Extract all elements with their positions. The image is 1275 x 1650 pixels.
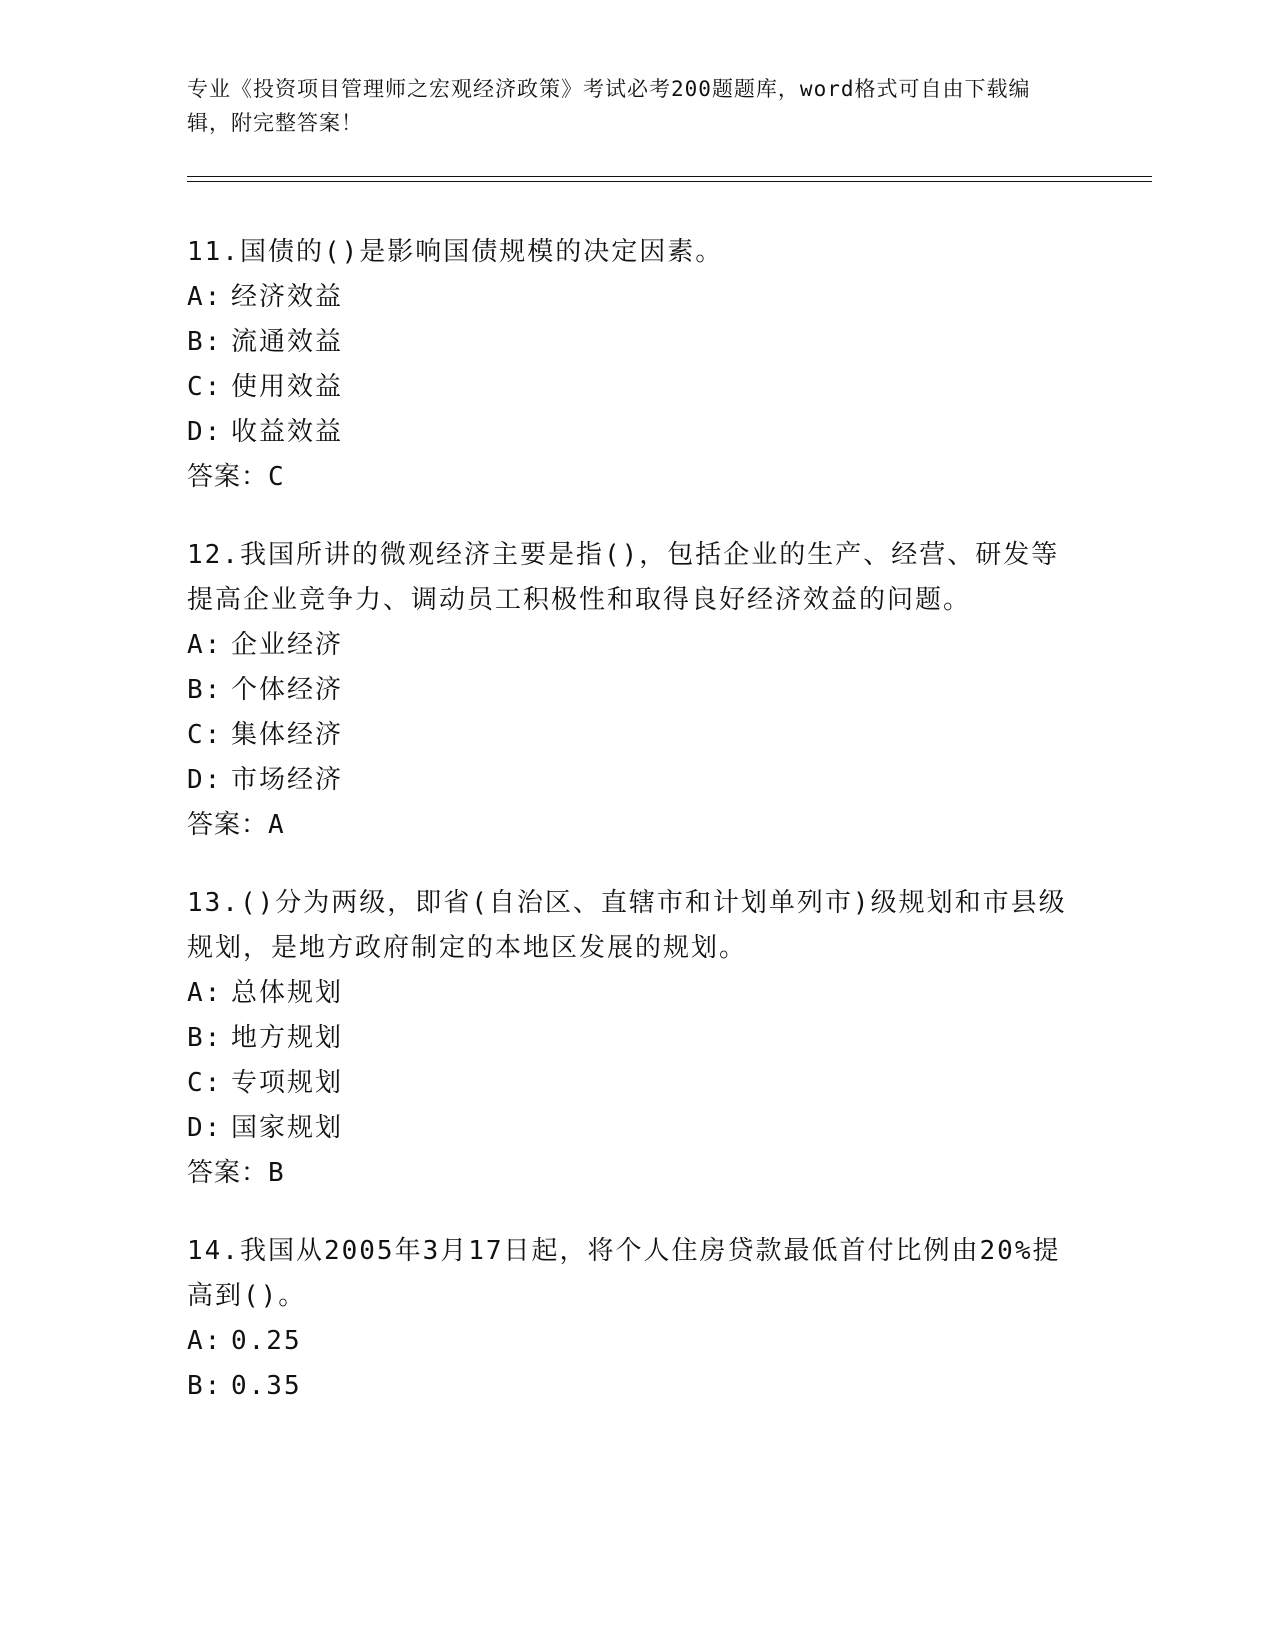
option-text: 总体规划 <box>231 978 344 1008</box>
option-letter: C: <box>187 372 223 402</box>
question-stem: 11.国债的()是影响国债规模的决定因素。 <box>187 237 724 267</box>
question-11 <box>187 230 1077 500</box>
option-text: 市场经济 <box>231 765 344 795</box>
answer-label: 答案： <box>187 462 269 492</box>
question-stem: 13.()分为两级，即省(自治区、直辖市和计划单列市)级规划和市县级规划，是地方政府制定的本地区发展的规划。 <box>187 888 1067 963</box>
option-b <box>187 320 1077 365</box>
option-letter: A: <box>187 978 223 1008</box>
option-letter: C: <box>187 1068 223 1098</box>
option-d <box>187 758 1077 803</box>
answer-value: C <box>268 462 285 492</box>
option-text: 流通效益 <box>231 327 344 357</box>
option-text: 0.35 <box>231 1371 302 1401</box>
document-header: 专业《投资项目管理师之宏观经济政策》考试必考200题题库，word格式可自由下载编辑，附完整答案！ <box>187 77 1031 135</box>
option-letter: A: <box>187 1326 223 1356</box>
question-stem: 12.我国所讲的微观经济主要是指()，包括企业的生产、经营、研发等提高企业竞争力、调动员工积极性和取得良好经济效益的问题。 <box>187 540 1060 615</box>
option-a <box>187 275 1077 320</box>
answer-label: 答案： <box>187 1158 269 1188</box>
question-list <box>187 230 1077 1442</box>
question-14 <box>187 1229 1077 1409</box>
option-b <box>187 668 1077 713</box>
option-c <box>187 365 1077 410</box>
option-b <box>187 1364 1077 1409</box>
answer-value: A <box>268 810 285 840</box>
option-text: 企业经济 <box>231 630 344 660</box>
option-c <box>187 1061 1077 1106</box>
option-letter: A: <box>187 282 223 312</box>
option-letter: A: <box>187 630 223 660</box>
option-a <box>187 971 1077 1016</box>
option-c <box>187 713 1077 758</box>
option-letter: B: <box>187 327 223 357</box>
option-text: 个体经济 <box>231 675 344 705</box>
option-letter: D: <box>187 1113 223 1143</box>
option-text: 0.25 <box>231 1326 302 1356</box>
answer-label: 答案： <box>187 810 269 840</box>
option-letter: D: <box>187 417 223 447</box>
option-d <box>187 410 1077 455</box>
option-letter: D: <box>187 765 223 795</box>
option-text: 地方规划 <box>231 1023 344 1053</box>
option-text: 专项规划 <box>231 1068 344 1098</box>
option-text: 收益效益 <box>231 417 344 447</box>
option-a <box>187 1319 1077 1364</box>
option-a <box>187 623 1077 668</box>
option-d <box>187 1106 1077 1151</box>
question-stem: 14.我国从2005年3月17日起，将个人住房贷款最低首付比例由20%提高到()。 <box>187 1236 1061 1311</box>
option-text: 经济效益 <box>231 282 344 312</box>
header-divider-bottom <box>187 181 1152 182</box>
option-text: 国家规划 <box>231 1113 344 1143</box>
option-letter: B: <box>187 1371 223 1401</box>
question-13 <box>187 881 1077 1196</box>
question-12 <box>187 533 1077 848</box>
option-letter: B: <box>187 1023 223 1053</box>
option-letter: C: <box>187 720 223 750</box>
option-text: 集体经济 <box>231 720 344 750</box>
answer-line <box>187 803 1077 848</box>
option-text: 使用效益 <box>231 372 344 402</box>
answer-value: B <box>268 1158 285 1188</box>
option-b <box>187 1016 1077 1061</box>
header-divider-top <box>187 176 1152 177</box>
option-letter: B: <box>187 675 223 705</box>
answer-line <box>187 455 1077 500</box>
answer-line <box>187 1151 1077 1196</box>
